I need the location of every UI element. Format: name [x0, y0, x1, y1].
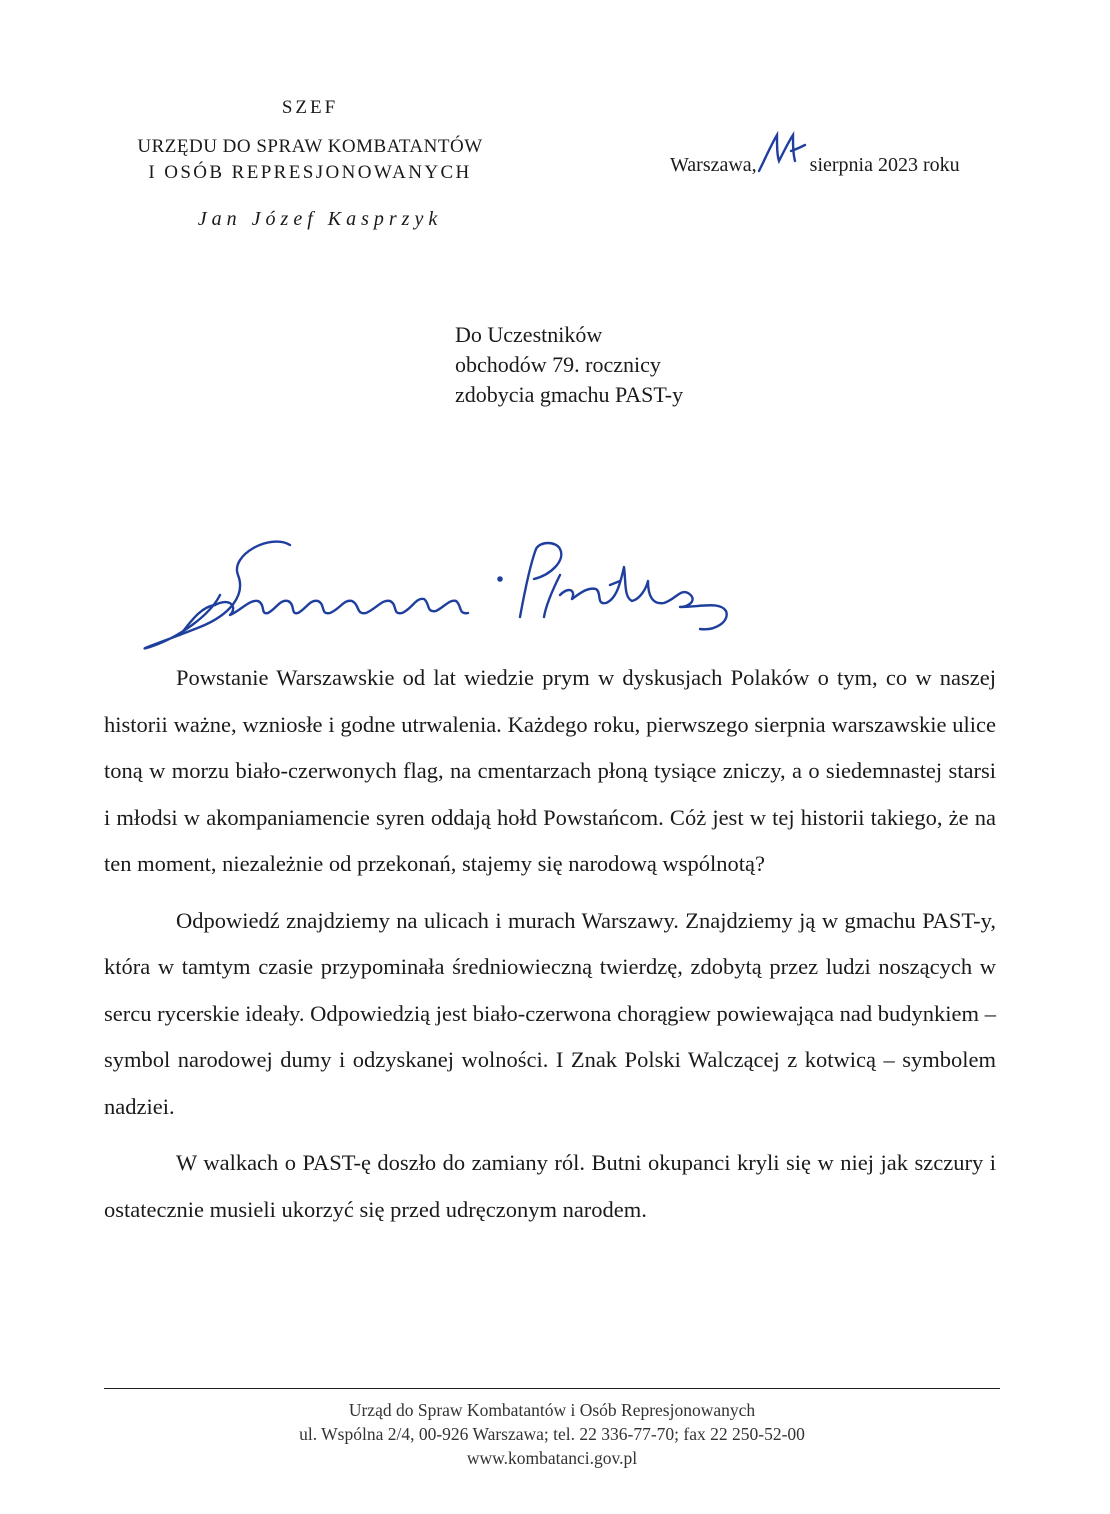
footer-divider	[104, 1388, 1000, 1389]
letter-footer	[104, 1398, 1000, 1470]
footer-website: www.kombatanci.gov.pl	[466, 1448, 638, 1468]
footer-address: ul. Wspólna 2/4, 00-926 Warszawa; tel. 22 336-77-70; fax 22 250-52-00	[299, 1424, 805, 1444]
handwritten-salutation	[120, 535, 740, 665]
date-rest: sierpnia 2023 roku	[809, 154, 960, 176]
letterhead-name: Jan Józef Kasprzyk	[197, 208, 443, 230]
letterhead	[95, 96, 525, 231]
signature-drawing	[120, 535, 740, 660]
handwritten-day-14	[755, 131, 809, 175]
letterhead-title: SZEF	[281, 97, 339, 118]
addressee-line: zdobycia gmachu PAST-y	[455, 382, 684, 407]
letterhead-org-line1: URZĘDU DO SPRAW KOMBATANTÓW	[137, 136, 483, 157]
footer-org: Urząd do Spraw Kombatantów i Osób Represjonowanych	[348, 1400, 756, 1420]
addressee-line: obchodów 79. rocznicy	[455, 352, 661, 377]
body-paragraph: Powstanie Warszawskie od lat wiedzie prym w dyskusjach Polaków o tym, co w naszej historii ważne, wzniosłe i godne utrwalenia. Każdego roku, pierwszego sierpnia warszawskie ulice toną w morzu biało-czerwonych flag, na cmentarzach płoną tysiące zniczy, a o siedemnastej starsi i młodsi w akompaniamencie syren oddają hołd Powstańcom. Cóż jest w tej historii takiego, że na ten moment, niezależnie od przekonań, stajemy się narodową wspólnotą?	[104, 665, 996, 876]
body-paragraph: Odpowiedź znajdziemy na ulicach i murach Warszawy. Znajdziemy ją w gmachu PAST-y, która w tamtym czasie przypominała średniowieczną twierdzę, zdobytą przez ludzi noszących w sercu rycerskie ideały. Odpowiedzią jest biało-czerwona chorągiew powiewająca nad budynkiem – symbol narodowej dumy i odzyskanej wolności. I Znak Polski Walczącej z kotwicą – symbolem nadziei.	[104, 907, 996, 1119]
body-paragraph: W walkach o PAST-ę doszło do zamiany ról. Butni okupanci kryli się w niej jak szczury i ostatecznie musieli ukorzyć się przed udręczonym narodem.	[104, 1150, 996, 1222]
letter-body	[104, 655, 996, 1233]
date-day-handwritten	[757, 137, 805, 177]
addressee-block	[455, 320, 683, 410]
letter-date	[670, 137, 960, 177]
addressee-line: Do Uczestników	[455, 322, 603, 347]
letterhead-org-line2: I OSÓB REPRESJONOWANYCH	[148, 162, 472, 183]
date-city: Warszawa,	[670, 154, 757, 176]
